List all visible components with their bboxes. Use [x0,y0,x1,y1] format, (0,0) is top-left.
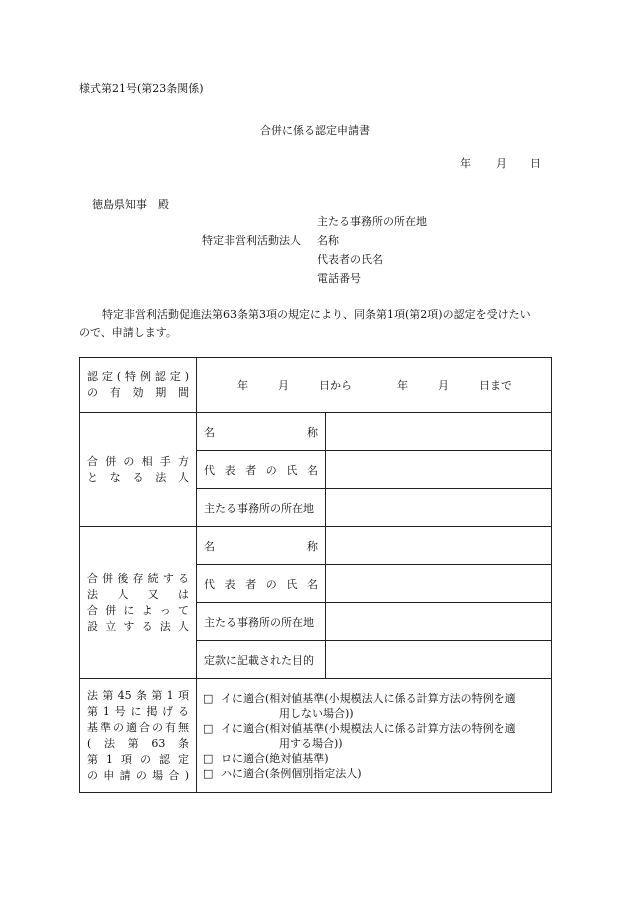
period-year1: 年 [237,379,248,392]
period-month2: 月 [438,379,449,392]
applicant-org-type: 特定非営利活動法人 [202,234,301,247]
surviving-label-line1: 合併後存続する [87,571,189,585]
period-label-line1: 認定(特例認定) [87,370,189,383]
surviving-name-row [80,527,552,565]
partner-name-row [80,413,552,451]
partner-address-label: 主たる事務所の所在地 [197,489,326,527]
merge-partner-label [80,413,197,527]
date-day-label: 日 [530,157,541,170]
criteria-option-4-text: ハに適合(条例個別指定法人) [221,766,362,780]
period-year2: 年 [397,379,408,392]
criteria-label-line3: 基準の適合の有無 [87,720,189,734]
applicant-representative-label: 代表者の氏名 [317,253,383,266]
partner-name-value[interactable] [326,413,552,451]
body-text-line1: 特定非営利活動促進法第63条第3項の規定により、同条第1項(第2項)の認定を受けたい [102,308,531,321]
period-day-to: 日まで [479,379,512,392]
period-value[interactable] [197,358,552,413]
criteria-label-line2: 第1号に掲げる [87,704,189,718]
period-label-line2: の有効期間 [87,386,189,399]
surviving-address-value[interactable] [326,603,552,641]
criteria-option-2[interactable] [203,721,545,751]
surviving-label-line2: 法人又は [87,587,189,601]
criteria-option-1[interactable] [203,691,545,721]
surviving-label-line3: 合併によって [87,603,189,617]
form-number: 様式第21号(第23条関係) [79,82,204,95]
surviving-address-label: 主たる事務所の所在地 [197,603,326,641]
checkbox-3[interactable]: □ [203,751,214,765]
checkbox-4[interactable]: □ [203,766,214,780]
surviving-label [80,527,197,679]
addressee: 徳島県知事 殿 [92,198,169,211]
date-year-label: 年 [460,157,471,170]
criteria-label-line1: 法第45条第1項 [87,688,189,702]
surviving-rep-value[interactable] [326,565,552,603]
partner-address-value[interactable] [326,489,552,527]
period-month1: 月 [278,379,289,392]
application-table [79,357,552,793]
date-month-label: 月 [496,157,507,170]
criteria-option-4[interactable] [203,766,545,781]
surviving-purpose-value[interactable] [326,641,552,679]
criteria-option-3[interactable] [203,751,545,766]
period-day-from: 日から [319,379,352,392]
surviving-name-label: 名称 [197,527,326,565]
partner-rep-value[interactable] [326,451,552,489]
merge-partner-label-line2: となる法人 [87,470,189,484]
criteria-options [197,679,552,793]
surviving-rep-label: 代表者の氏名 [197,565,326,603]
criteria-row [80,679,552,793]
criteria-option-2-text: イに適合(相対値基準(小規模法人に係る計算方法の特例を適 用する場合)) [221,721,516,750]
checkbox-2[interactable]: □ [203,721,214,735]
applicant-address-label: 主たる事務所の所在地 [317,215,427,228]
body-text-line2: ので、申請します。 [79,326,177,339]
checkbox-1[interactable]: □ [203,691,214,705]
criteria-label-line6: の申請の場合) [87,768,189,782]
surviving-name-value[interactable] [326,527,552,565]
merge-partner-label-line1: 合併の相手方 [87,454,189,468]
criteria-option-3-text: ロに適合(絶対値基準) [221,751,329,765]
period-row [80,358,552,413]
document-title: 合併に係る認定申請書 [260,124,370,137]
applicant-name-label: 名称 [317,234,339,247]
criteria-label-line4: (法第63条 [87,736,189,750]
partner-rep-label: 代表者の氏名 [197,451,326,489]
criteria-option-1-text: イに適合(相対値基準(小規模法人に係る計算方法の特例を適 用しない場合)) [221,691,516,720]
period-label [80,358,197,413]
surviving-purpose-label: 定款に記載された目的 [197,641,326,679]
surviving-label-line4: 設立する法人 [87,619,189,633]
partner-name-label: 名称 [197,413,326,451]
applicant-phone-label: 電話番号 [317,272,361,285]
criteria-label-line5: 第1項の認定 [87,752,189,766]
criteria-label [80,679,197,793]
